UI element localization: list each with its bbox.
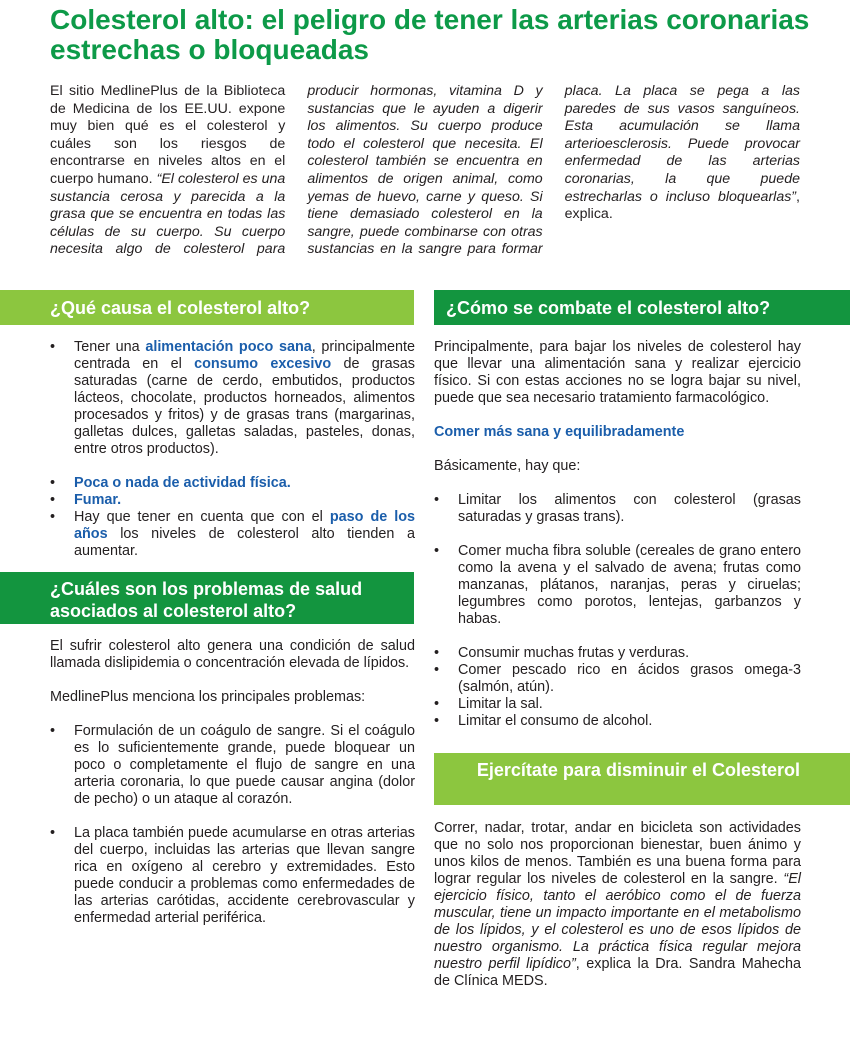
exercise-section: [434, 820, 801, 990]
article-title: [50, 5, 840, 65]
list-item: • Poca o nada de actividad física.: [50, 475, 291, 491]
exercise-paragraph: Correr, nadar, trotar, andar en bicicleta son actividades que no solo nos proporcionan bienestar, buen ánimo y unos kilos de menos. También es una buena forma para lograr regular los niveles de colesterol en la sangre. “El ejercicio físico, tanto el aeróbico como el de fuerza muscular, tiene un impacto importante en el metabolismo de los lípidos, y el colesterol es uno de esos lípidos de nuestro organismo. La práctica física regular mejora nuestro perfil lipídico”, explica la Dra. Sandra Mahecha de Clínica MEDS.: [434, 820, 801, 989]
causes-section: [50, 339, 415, 560]
list-item: • Limitar los alimentos con colesterol (grasas saturadas y grasas trans).: [434, 492, 801, 525]
list-item: • Tener una alimentación poco sana, principalmente centrada en el consumo excesivo de grasas saturadas (carne de cerdo, embutidos, productos lácteos, chocolate, productos horneados, alimentos procesados y fritos) y de grasas trans (margarinas, galletas dulces, galletas saladas, pasteles, donas, entre otros productos).: [50, 339, 416, 457]
intro-quote: “El colesterol es una sustancia cerosa y parecida a la grasa que se encuentra en todas las células de su cuerpo. Su cuerpo necesita algo de colesterol para producir hormonas, vitamina D y sustancias que le ayuden a digerir los alimentos. Su cuerpo produce todo el colesterol que necesita. El colesterol también se encuentra en alimentos de origen animal, como yemas de huevo, carne y queso. Si tiene demasiado colesterol en la sangre, puede combinarse con otras sustancias en la sangre para formar placa. La placa se pega a las paredes de sus vasos sanguíneos. Esta acumulación se llama arterioesclerosis. Puede provocar enfermedad de las arterias coronarias, la que puede estrecharlas o incluso bloquearlas”: [50, 83, 800, 258]
list-item: • Limitar el consumo de alcohol.: [434, 713, 653, 729]
combat-heading: ¿Cómo se combate el colesterol alto?: [434, 290, 850, 325]
intro-part2: , explica.: [564, 188, 800, 223]
combat-subhead: Comer más sana y equilibradamente: [434, 424, 685, 440]
problems-heading: ¿Cuáles son los problemas de salud asociados al colesterol alto?: [0, 572, 414, 624]
list-item: • La placa también puede acumularse en otras arterias del cuerpo, incluidas las arterias que llevan sangre rica en oxígeno al cerebro y extremidades. Esto puede conducir a problemas como enfermedades de las arterias carótidas, accidente cerebrovascular y enfermedad arterial periférica.: [50, 825, 415, 926]
list-item: • Comer pescado rico en ácidos grasos omega-3 (salmón, atún).: [434, 662, 801, 695]
list-item: • Limitar la sal.: [434, 696, 543, 712]
combat-section: [434, 339, 801, 730]
causes-heading: ¿Qué causa el colesterol alto?: [0, 290, 414, 325]
exercise-heading: Ejercítate para disminuir el Colesterol: [434, 753, 850, 805]
problems-section: [50, 638, 415, 927]
combat-p1: Principalmente, para bajar los niveles de colesterol hay que llevar una alimentación sana y realizar ejercicio físico. Si con estas acciones no se logra bajar su nivel, puede que sea necesario tratamiento farmacológico.: [434, 339, 801, 406]
list-item: • Comer mucha fibra soluble (cereales de grano entero como la avena y el salvado de avena; frutas como manzanas, plátanos, naranjas, peras y ciruelas; legumbres como porotos, lentejas, garbanzos y habas.: [434, 543, 801, 627]
problems-p2: MedlinePlus menciona los principales problemas:: [50, 689, 366, 705]
title-rest: el peligro de tener las arterias coronarias estrechas o bloqueadas: [50, 4, 810, 65]
list-item: • Formulación de un coágulo de sangre. Si el coágulo es lo suficientemente grande, puede bloquear un poco o completamente el flujo de sangre en una arteria coronaria, lo que puede causar angina (dolor de pecho) o un ataque al corazón.: [50, 723, 415, 807]
list-item: • Hay que tener en cuenta que con el paso de los años los niveles de colesterol alto tienden a aumentar.: [50, 509, 416, 559]
combat-p2: Básicamente, hay que:: [434, 458, 581, 474]
list-item: • Fumar.: [50, 492, 122, 508]
list-item: • Consumir muchas frutas y verduras.: [434, 645, 690, 661]
intro-text: [50, 83, 800, 261]
title-accent: Colesterol alto:: [50, 4, 254, 35]
problems-p1: El sufrir colesterol alto genera una condición de salud llamada dislipidemia o concentración elevada de lípidos.: [50, 638, 415, 671]
intro-part1: El sitio MedlinePlus de la Biblioteca de Medicina de los EE.UU. expone muy bien qué es el colesterol y cuáles son los riesgos de encontrarse en niveles altos en el cuerpo humano.: [50, 83, 286, 187]
intro-paragraph: [50, 83, 800, 261]
